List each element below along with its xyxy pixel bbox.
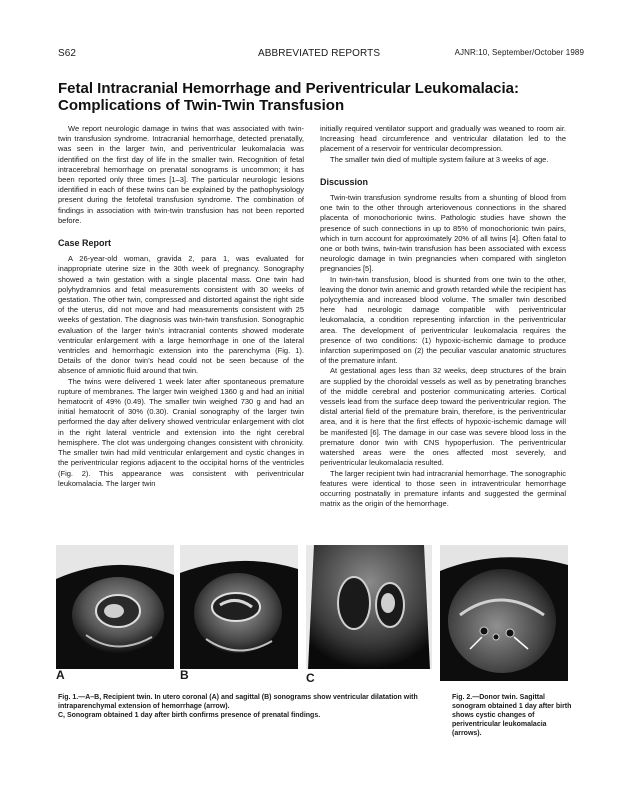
figure-label-b: B — [180, 668, 189, 682]
section-title: ABBREVIATED REPORTS — [258, 48, 381, 59]
right-column — [320, 124, 566, 509]
discussion-paragraph-4: The larger recipient twin had intracranial hemorrhage. The sonographic features were identical to those seen in intraventricular hemorrhage occurring postnatally in premature infants and suggested the germinal matrix as the origin of the hemorrhage. — [320, 468, 566, 509]
figure-label-c: C — [306, 671, 315, 685]
title-line-1: Fetal Intracranial Hemorrhage and Periventricular Leukomalacia: — [58, 80, 520, 97]
article-title — [58, 80, 578, 114]
figure-1c-sonogram — [306, 545, 432, 669]
title-line-2: Complications of Twin-Twin Transfusion — [58, 97, 345, 114]
figure-1-caption-main: Fig. 1.—A–B, Recipient twin. In utero coronal (A) and sagittal (B) sonograms show ventricular dilatation with intraparenchymal extension of hemorrhage (arrow). — [58, 694, 418, 710]
discussion-paragraph-1: Twin-twin transfusion syndrome results from a shunting of blood from one twin to the other through arteriovenous connections in the shared placenta of monochorionic twins. Pathologic studies have shown the presence of such connections in up to 85% of monochorionic twin pairs, which in turn account for approximately 20% of all twins [4]. Often fatal to one or both twins, twin-twin transfusion has been associated with excess neurologic damage in twin pregnancies when compared with singleton pregnancies [5]. — [320, 193, 566, 274]
figure-2-caption-text: Fig. 2.—Donor twin. Sagittal sonogram obtained 1 day after birth shows cystic changes of periventricular leukomalacia (arrows). — [452, 694, 572, 737]
figure-2-caption — [452, 693, 578, 738]
figure-1-caption-c: C, Sonogram obtained 1 day after birth confirms presence of prenatal findings. — [58, 712, 321, 719]
figure-1b-sonogram — [180, 545, 298, 669]
case-paragraph-1: A 26-year-old woman, gravida 2, para 1, was evaluated for inappropriate uterine size in the 30th week of pregnancy. Sonography showed a twin gestation with a single placental mass. One twin had polyhydramnios and fetal measurements consistent with 30 weeks of gestation. The other twin, compressed and distorted against the right side of the uterus, did not move and had measurements consistent with 25 weeks of gestation. The diagnosis was twin-twin transfusion. Sonographic evaluation of the larger twin’s intracranial contents showed moderate ventricular enlargement with a large hemorrhage in one of the lateral ventricles and hemorrhagic extension into the parenchyma (Fig. 1). Details of the donor twin’s head could not be seen because of the absence of amniotic fluid around that twin. — [58, 254, 304, 376]
page-number: S62 — [58, 48, 77, 59]
figure-2-sonogram — [440, 545, 568, 681]
figure-1a-sonogram — [56, 545, 174, 669]
case-report-heading: Case Report — [58, 238, 112, 249]
intro-paragraph: We report neurologic damage in twins that was associated with twin-twin transfusion syndrome. Intracranial hemorrhage, detected prenatally, was seen in the larger twin, and periventricular leukomalacia was identified on the first day of life in the smaller twin. Recognition of fetal intracerebral hemorrhage on prenatal sonograms is uncommon; it has been reported only three times [1–3]. The particular neurologic lesions identified in each of these twins can be explained by the pathophysiology present during the fetofetal transfusion syndrome. The combination of findings in association with twin-twin transfusion has not been reported before. — [58, 124, 304, 225]
figure-1-caption — [58, 693, 428, 720]
left-column — [58, 124, 304, 489]
journal-citation: AJNR:10, September/October 1989 — [454, 48, 584, 57]
discussion-paragraph-3: At gestational ages less than 32 weeks, deep structures of the brain are supplied by the choroidal vessels as well as by penetrating branches of the middle cerebral and posterior communicating arteries. Cortical vessels lead from the surface deep toward the periventricular region. The distal arterial field of the premature brain, therefore, is the periventricular area, and it is here that the first effects of hypoxic-ischemic damage will be manifested [6]. The damage in our case was severe blood loss in the premature donor twin with CNS hypoperfusion. The periventricular watershed areas were the ones affected most severely, and periventricular leukomalacia resulted. — [320, 366, 566, 468]
case-paragraph-2: The twins were delivered 1 week later after spontaneous premature rupture of membranes. The larger twin weighed 1360 g and had an initial hematocrit of 49% (0.49). The smaller twin weighed 730 g and had an initial hematocrit of 30% (0.30). Cranial sonography of the larger twin performed the day after delivery showed ventricular enlargement with clot in the right lateral ventricle and extension into the right cerebral hemisphere. The clot was undergoing changes consistent with chronicity. The smaller twin had mild ventricular enlargement and cystic changes in the periventricular regions adjacent to the occipital horns of the ventricles (Fig. 2). This appearance was consistent with periventricular leukomalacia. The larger twin — [58, 376, 304, 488]
discussion-heading: Discussion — [320, 176, 369, 187]
figure-label-a: A — [56, 668, 65, 682]
continuation-paragraph-1: initially required ventilator support and gradually was weaned to room air. Increasing head circumference and ventricular dilatation led to the placement of a reservoir for ventricular decompression. — [320, 124, 566, 154]
continuation-paragraph-2: The smaller twin died of multiple system failure at 3 weeks of age. — [330, 154, 549, 164]
discussion-paragraph-2: In twin-twin transfusion, blood is shunted from one twin to the other, leaving the donor twin anemic and growth retarded while the recipient has polycythemia and increased blood volume. The smaller twin described here had neurologic damage compatible with periventricular leukomalacia, a condition representing infarction in the periventricular area. The development of periventricular leukomalacia requires the presence of two conditions: (1) hypoxic-ischemic damage to produce infarction superimposed on (2) the peculiar vascular anatomic structures of the premature infant. — [320, 274, 566, 366]
